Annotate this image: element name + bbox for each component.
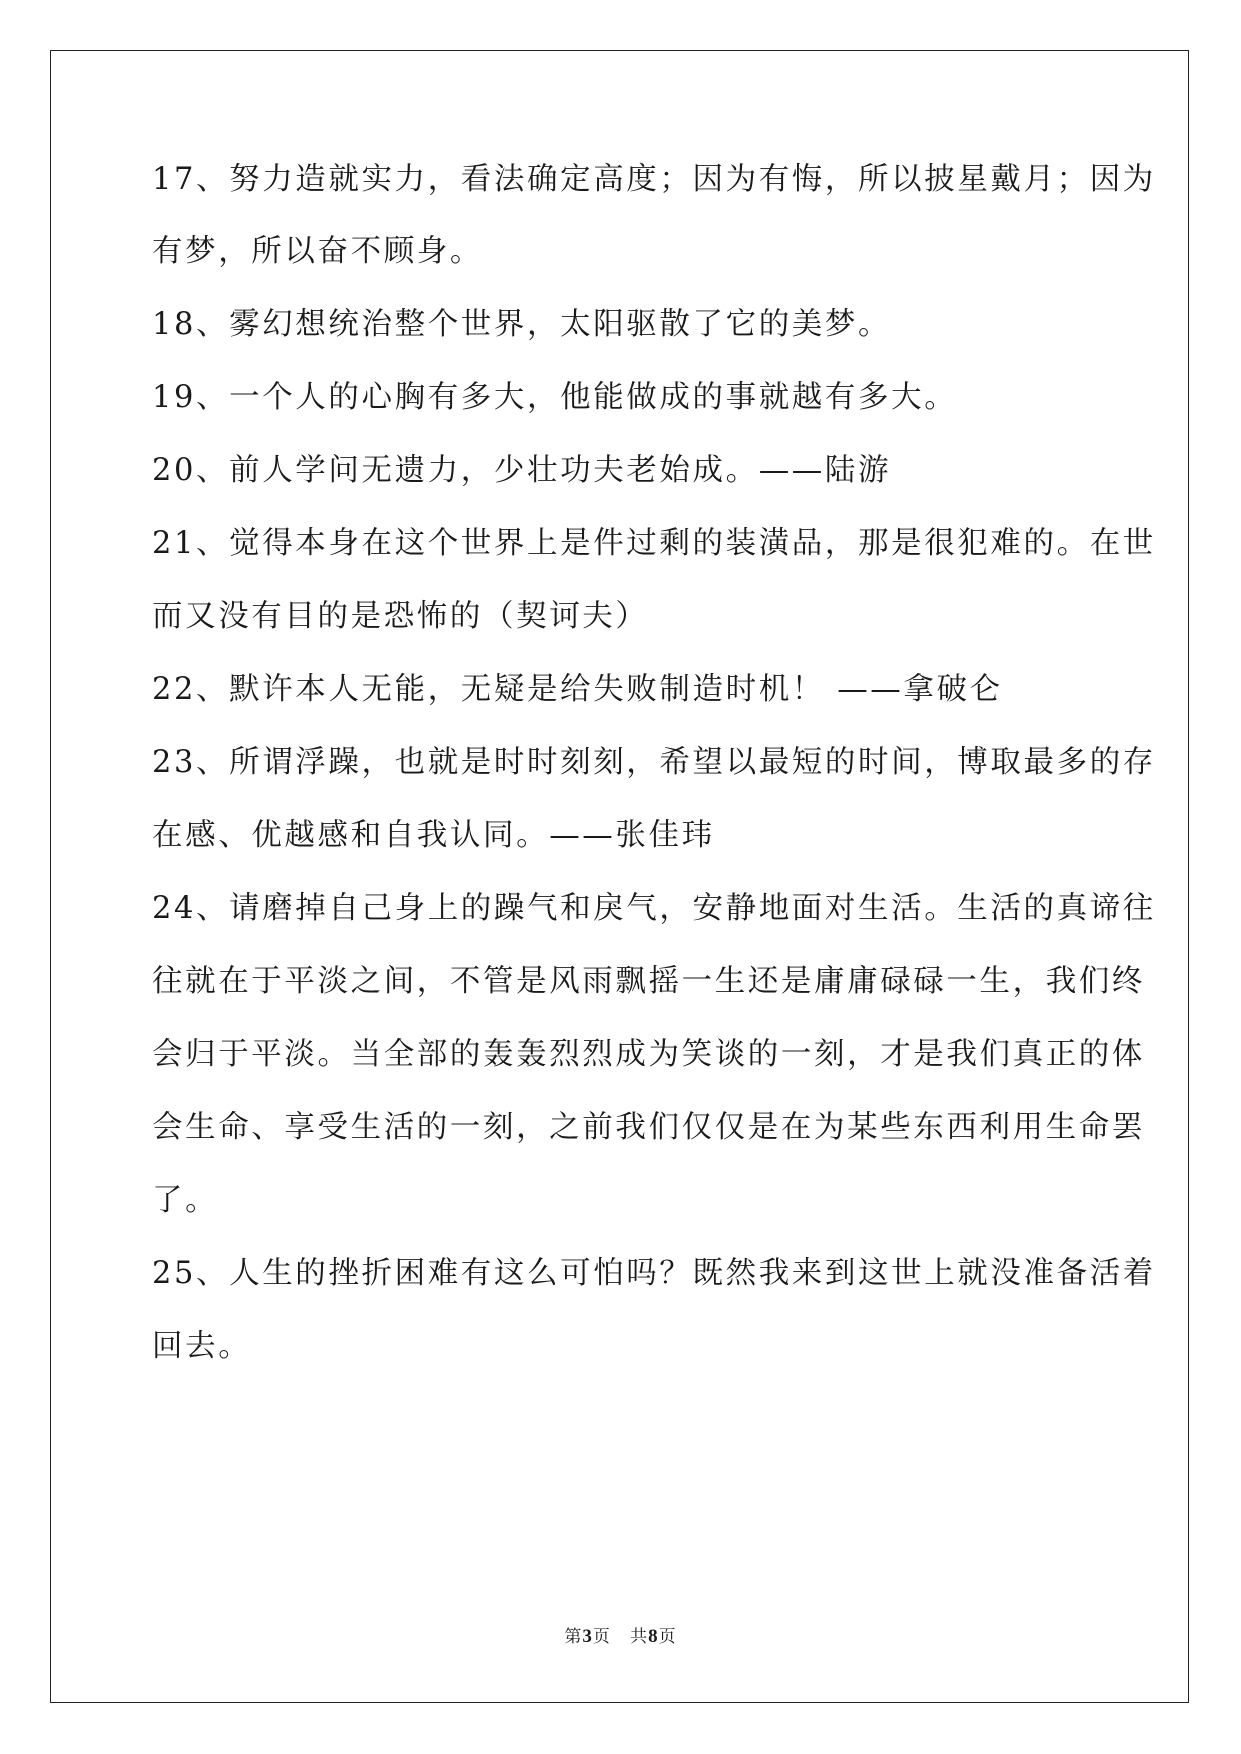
text-line: 22、默许本人无能，无疑是给失败制造时机！ ——拿破仑 bbox=[152, 672, 1003, 707]
text-line: 回去。 bbox=[152, 1329, 252, 1364]
current-page-number: 3 bbox=[582, 1626, 593, 1647]
footer-suffix: 页 bbox=[658, 1627, 677, 1647]
text-line: 在感、优越感和自我认同。——张佳玮 bbox=[152, 818, 715, 853]
total-pages-number: 8 bbox=[648, 1626, 659, 1647]
text-line: 24、请磨掉自己身上的躁气和戾气，安静地面对生活。生活的真谛往 bbox=[152, 891, 1156, 926]
text-line: 23、所谓浮躁，也就是时时刻刻，希望以最短的时间，博取最多的存 bbox=[152, 745, 1156, 780]
text-line: 会归于平淡。当全部的轰轰烈烈成为笑谈的一刻，才是我们真正的体 bbox=[152, 1037, 1145, 1072]
text-line: 有梦，所以奋不顾身。 bbox=[152, 234, 483, 269]
page-border bbox=[50, 50, 1189, 1703]
text-line: 19、一个人的心胸有多大，他能做成的事就越有多大。 bbox=[152, 380, 958, 415]
text-line: 会生命、享受生活的一刻，之前我们仅仅是在为某些东西利用生命罢 bbox=[152, 1110, 1145, 1145]
text-line: 20、前人学问无遗力，少壮功夫老始成。——陆游 bbox=[152, 453, 892, 488]
text-line: 17、努力造就实力，看法确定高度；因为有悔，所以披星戴月；因为 bbox=[152, 162, 1156, 197]
text-line: 而又没有目的是恐怖的（契诃夫） bbox=[152, 599, 649, 634]
page-footer bbox=[0, 1622, 1241, 1648]
text-line: 往就在于平淡之间，不管是风雨飘摇一生还是庸庸碌碌一生，我们终 bbox=[152, 964, 1145, 999]
footer-middle: 页 共 bbox=[592, 1627, 649, 1647]
text-line: 21、觉得本身在这个世界上是件过剩的装潢品，那是很犯难的。在世 bbox=[152, 526, 1156, 561]
text-line: 25、人生的挫折困难有这么可怕吗？既然我来到这世上就没准备活着 bbox=[152, 1256, 1156, 1291]
text-line: 18、雾幻想统治整个世界，太阳驱散了它的美梦。 bbox=[152, 307, 892, 342]
footer-prefix: 第 bbox=[564, 1627, 583, 1647]
text-line: 了。 bbox=[152, 1183, 219, 1218]
